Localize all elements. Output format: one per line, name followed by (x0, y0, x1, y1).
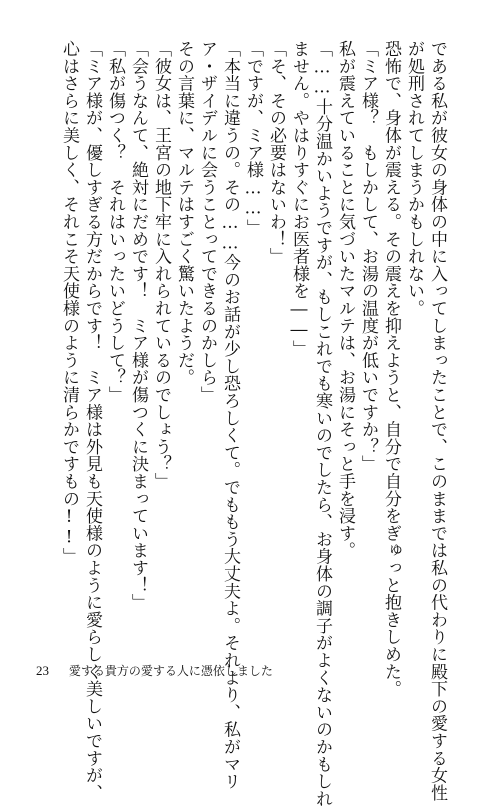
text-line: ません。やはりすぐにお医者様を――」 (289, 40, 309, 358)
text-line: 「私が傷つく？ それはいったいどうして？」 (105, 40, 125, 404)
text-line: 「ミア様が、優しすぎる方だからです！ ミア様は外見も天使様のように愛らしく美しいですが、 (82, 40, 102, 802)
text-line: 「彼女は、王宮の地下牢に入れられているのでしょう？」 (151, 40, 171, 490)
text-line: ア・ザイデルに会うことってできるのかしら」 (197, 40, 217, 404)
running-title: 愛する貴方の愛する人に憑依しました (68, 664, 273, 678)
text-line: 「ですが、ミア様……」 (243, 40, 263, 237)
text-line: 恐怖で、身体が震える。その震えを抑えようと、自分で自分をぎゅっと抱きしめた。 (381, 40, 401, 698)
text-line: 「……十分温かいようですが、もしこれでも寒いのでしたら、お身体の調子がよくないのかもしれ (312, 40, 332, 807)
page-number: 23 (36, 663, 49, 678)
text-line: 「ミア様？ もしかして、お湯の温度が低いですか？」 (358, 40, 378, 473)
text-line: 「会うなんて、絶対にだめです！ ミア様が傷つくに決まっています！」 (128, 40, 148, 611)
text-line: である私が彼女の身体の中に入ってしまったことで、このままでは私の代わりに殿下の愛する女性 (427, 40, 447, 802)
page-footer (36, 662, 273, 679)
text-line: 私が震えていることに気づいたマルテは、お湯にそっと手を浸す。 (335, 40, 355, 559)
text-line: が処刑されてしまうかもしれない。 (404, 40, 424, 317)
text-line: 「そ、その必要はないわ！」 (266, 40, 286, 265)
text-line: 「本当に違うの。その……今のお話が少し恐ろしくて。でももう大丈夫よ。それより、私がマリ (220, 40, 240, 790)
text-line: 心はさらに美しく、それこそ天使様のように清らかですもの!!」 (59, 40, 79, 565)
text-line: その言葉に、マルテはすごく驚いたようだ。 (174, 40, 194, 386)
